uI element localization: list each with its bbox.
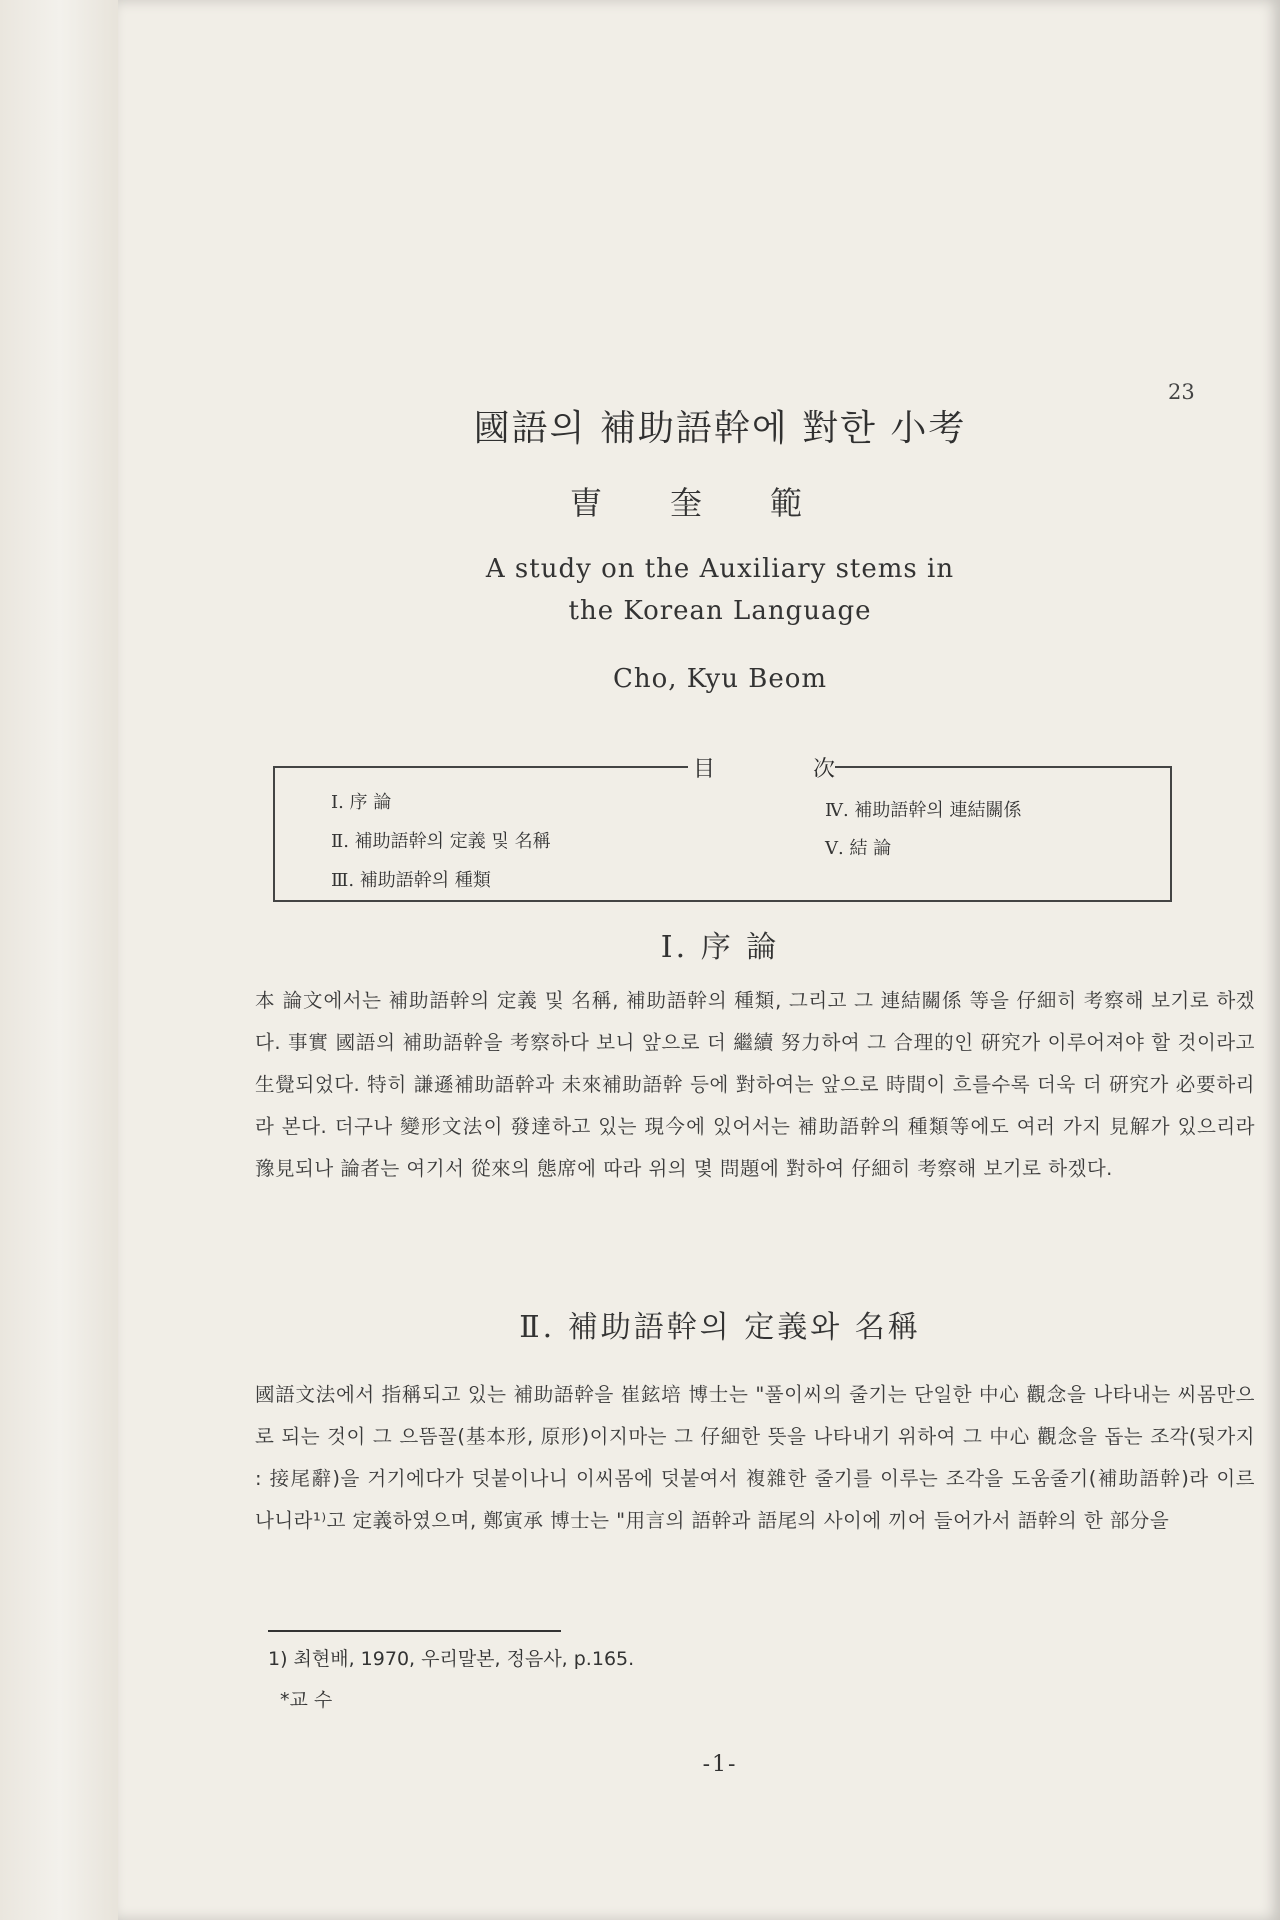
table-of-contents [273,757,1172,902]
section-1-heading: Ⅰ. 序 論 [660,930,780,965]
author-affiliation-note: *교 수 [280,1689,333,1711]
toc-item-3: Ⅲ. 補助語幹의 種類 [331,870,491,891]
toc-item-4: Ⅳ. 補助語幹의 連結關係 [825,800,1022,821]
title-english-line-1: A study on the Auxiliary stems in [485,554,955,584]
toc-top-rule-left [273,766,688,768]
author-korean: 曺奎範 [569,484,870,522]
section-1-paragraph: 本 論文에서는 補助語幹의 定義 및 名稱, 補助語幹의 種類, 그리고 그 連結關係 等을 仔細히 考察해 보기로 하겠다. 事實 國語의 補助語幹을 考察하다 보니 앞으로 더 繼續 努力하여 그 合理的인 硏究가 이루어져야 할 것이라고 生覺되었다. 特히 謙遜補助語幹과 未來補助語幹 등에 對하여는 앞으로 時間이 흐를수록 더욱 더 硏究가 必要하리라 본다. 더구나 變形文法이 發達하고 있는 現今에 있어서는 補助語幹의 種類等에도 여러 가지 見解가 있으리라 豫見되나 論者는 여기서 從來의 態席에 따라 위의 몇 問題에 對하여 仔細히 考察해 보기로 하겠다. [255,989,1255,1180]
section-2-heading: Ⅱ. 補助語幹의 定義와 名稱 [519,1310,921,1345]
footnote-rule [268,1630,561,1632]
section-2-paragraph: 國語文法에서 指稱되고 있는 補助語幹을 崔鉉培 博士는 "풀이씨의 줄기는 단일한 中心 觀念을 나타내는 씨몸만으로 되는 것이 그 으뜸꼴(基本形, 原形)이지마는 그 仔細한 뜻을 나타내기 위하여 그 中心 觀念을 돕는 조각(뒷가지 : 接尾辭)을 거기에다가 덧붙이나니 이씨몸에 덧붙여서 複雜한 줄기를 이루는 조각을 도움줄기(補助語幹)라 이르나니라¹⁾고 定義하였으며, 鄭寅承 博士는 "用言의 語幹과 語尾의 사이에 끼어 들어가서 語幹의 한 部分을 [255,1383,1255,1532]
toc-heading-first-char: 目 [693,757,716,782]
toc-item-1: Ⅰ. 序 論 [331,792,392,813]
page-number-bottom: -1- [702,1752,738,1777]
footnote-1: 1) 최현배, 1970, 우리말본, 정음사, p.165. [268,1648,635,1670]
toc-top-rule-right [835,766,1172,768]
title-english [118,548,1280,632]
toc-item-5: Ⅴ. 結 論 [825,838,892,859]
toc-item-2: Ⅱ. 補助語幹의 定義 및 名稱 [331,831,551,852]
title-english-line-2: the Korean Language [568,596,872,626]
title-korean: 國語의 補助語幹에 對한 小考 [473,408,967,449]
toc-heading-second-char: 次 [813,757,836,782]
document-page [118,0,1280,1920]
page-number-top: 23 [1168,380,1195,404]
author-english: Cho, Kyu Beom [612,664,828,694]
